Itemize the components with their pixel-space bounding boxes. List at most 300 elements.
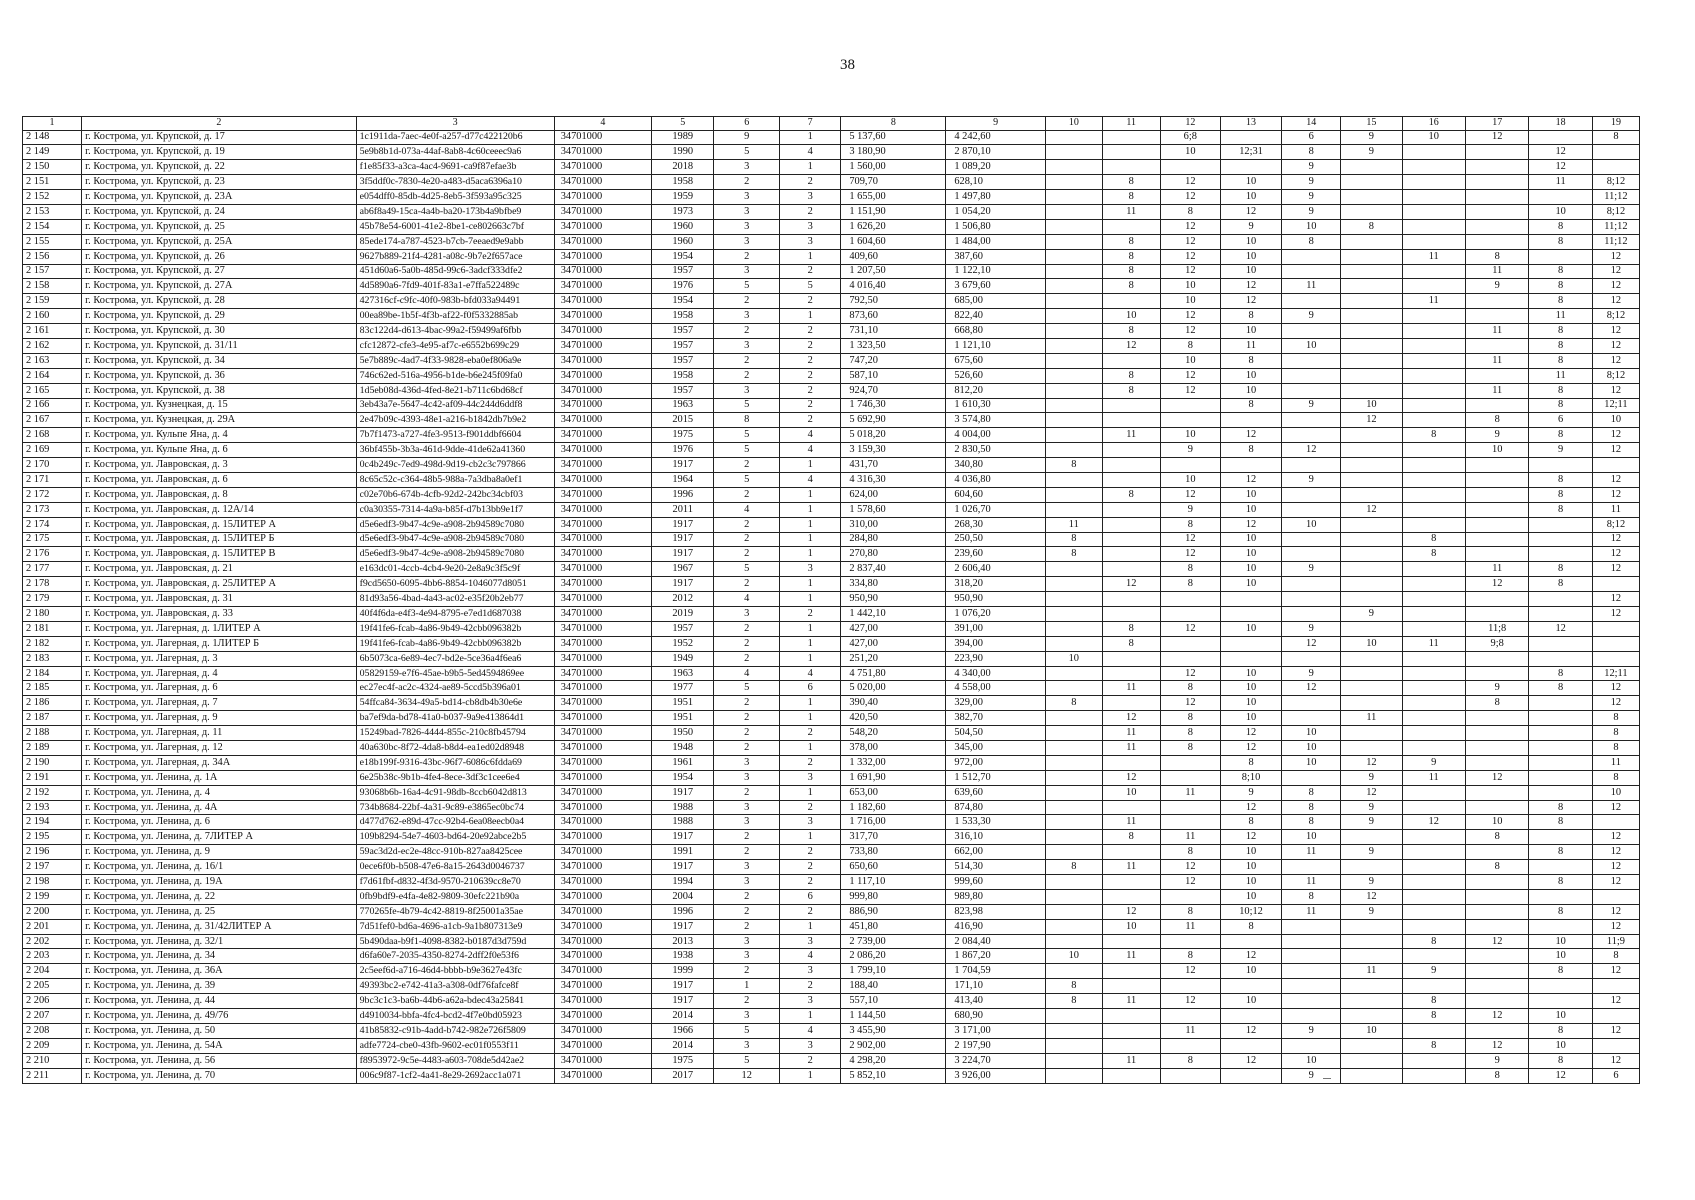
- cell-col-12: 8: [1160, 1053, 1220, 1068]
- cell-row-number: 2 169: [23, 443, 82, 458]
- cell-col-10: [1045, 755, 1102, 770]
- cell-address: г. Кострома, ул. Лавровская, д. 25ЛИТЕР А: [82, 577, 357, 592]
- cell-col-14: [1282, 696, 1341, 711]
- cell-col-12: 8: [1160, 711, 1220, 726]
- cell-col-17: 12: [1465, 934, 1528, 949]
- cell-col-17: [1465, 741, 1528, 756]
- cell-col-15: [1341, 741, 1402, 756]
- cell-total-area: 4 751,80: [841, 666, 946, 681]
- cell-col-16: 9: [1402, 755, 1465, 770]
- cell-col-10: [1045, 875, 1102, 890]
- cell-floors: 3: [714, 234, 780, 249]
- cell-row-number: 2 158: [23, 279, 82, 294]
- cell-total-area: 950,90: [841, 592, 946, 607]
- cell-oktmo-code: 34701000: [554, 979, 651, 994]
- cell-col-16: [1402, 696, 1465, 711]
- cell-col-15: [1341, 651, 1402, 666]
- cell-col-10: 8: [1045, 979, 1102, 994]
- cell-col-18: 8: [1529, 1053, 1592, 1068]
- cell-build-year: 2018: [652, 160, 714, 175]
- cell-col-13: 10: [1220, 621, 1281, 636]
- cell-oktmo-code: 34701000: [554, 145, 651, 160]
- cell-oktmo-code: 34701000: [554, 204, 651, 219]
- cell-living-area: 514,30: [946, 860, 1046, 875]
- cell-object-guid: 8c65c52c-c364-48b5-988a-7a3dba8a0ef1: [356, 472, 554, 487]
- cell-col-14: [1282, 979, 1341, 994]
- cell-total-area: 1 207,50: [841, 264, 946, 279]
- cell-col-15: [1341, 1053, 1402, 1068]
- cell-col-16: [1402, 562, 1465, 577]
- cell-oktmo-code: 34701000: [554, 741, 651, 756]
- cell-col-13: [1220, 1038, 1281, 1053]
- cell-living-area: 628,10: [946, 175, 1046, 190]
- cell-col-14: 6: [1282, 130, 1341, 145]
- cell-oktmo-code: 34701000: [554, 443, 651, 458]
- cell-row-number: 2 203: [23, 949, 82, 964]
- cell-col-16: 10: [1402, 130, 1465, 145]
- cell-floors: 1: [714, 979, 780, 994]
- cell-col-12: [1160, 979, 1220, 994]
- cell-col-12: 12: [1160, 532, 1220, 547]
- cell-row-number: 2 191: [23, 770, 82, 785]
- cell-floors: 3: [714, 934, 780, 949]
- cell-col-18: [1529, 755, 1592, 770]
- cell-col-14: 9: [1282, 472, 1341, 487]
- cell-living-area: 1 506,80: [946, 219, 1046, 234]
- cell-living-area: 504,50: [946, 726, 1046, 741]
- cell-col-16: [1402, 800, 1465, 815]
- cell-col-12: 12: [1160, 994, 1220, 1009]
- cell-col-14: [1282, 324, 1341, 339]
- cell-col-17: 8: [1465, 1068, 1528, 1083]
- cell-col-17: [1465, 904, 1528, 919]
- cell-col-19: 12: [1592, 904, 1639, 919]
- cell-col-16: [1402, 592, 1465, 607]
- cell-col-18: 11: [1529, 175, 1592, 190]
- cell-oktmo-code: 34701000: [554, 1009, 651, 1024]
- cell-col-17: 11;8: [1465, 621, 1528, 636]
- column-header-17: 17: [1465, 117, 1528, 131]
- cell-entrances: 1: [780, 547, 841, 562]
- table-row: [23, 338, 1640, 353]
- cell-col-12: 11: [1160, 1023, 1220, 1038]
- cell-floors: 5: [714, 681, 780, 696]
- cell-col-19: 12: [1592, 249, 1639, 264]
- cell-col-12: 8: [1160, 904, 1220, 919]
- cell-address: г. Кострома, ул. Лавровская, д. 21: [82, 562, 357, 577]
- cell-col-12: 11: [1160, 830, 1220, 845]
- cell-entrances: 3: [780, 934, 841, 949]
- table-row: [23, 130, 1640, 145]
- cell-total-area: 1 746,30: [841, 398, 946, 413]
- cell-object-guid: e163dc01-4ccb-4cb4-9e20-2e8a9c3f5c9f: [356, 562, 554, 577]
- cell-col-14: 9: [1282, 1068, 1341, 1083]
- cell-col-14: 9: [1282, 398, 1341, 413]
- cell-col-18: 8: [1529, 666, 1592, 681]
- cell-col-19: 11: [1592, 502, 1639, 517]
- cell-col-19: 11;12: [1592, 219, 1639, 234]
- cell-col-18: 10: [1529, 934, 1592, 949]
- cell-floors: 3: [714, 860, 780, 875]
- cell-col-14: [1282, 502, 1341, 517]
- cell-col-11: [1102, 443, 1160, 458]
- cell-col-18: [1529, 919, 1592, 934]
- cell-oktmo-code: 34701000: [554, 458, 651, 473]
- cell-address: г. Кострома, ул. Крупской, д. 23: [82, 175, 357, 190]
- cell-entrances: 4: [780, 428, 841, 443]
- cell-object-guid: 734b8684-22bf-4a31-9c89-e3865ec0bc74: [356, 800, 554, 815]
- cell-col-12: 10: [1160, 472, 1220, 487]
- cell-oktmo-code: 34701000: [554, 472, 651, 487]
- cell-build-year: 2014: [652, 1009, 714, 1024]
- cell-floors: 8: [714, 413, 780, 428]
- cell-col-15: [1341, 458, 1402, 473]
- cell-oktmo-code: 34701000: [554, 785, 651, 800]
- cell-address: г. Кострома, ул. Кульпе Яна, д. 6: [82, 443, 357, 458]
- cell-address: г. Кострома, ул. Крупской, д. 26: [82, 249, 357, 264]
- table-row: [23, 681, 1640, 696]
- cell-col-16: [1402, 651, 1465, 666]
- cell-floors: 2: [714, 353, 780, 368]
- cell-col-15: [1341, 577, 1402, 592]
- cell-col-14: [1282, 860, 1341, 875]
- cell-oktmo-code: 34701000: [554, 219, 651, 234]
- cell-oktmo-code: 34701000: [554, 681, 651, 696]
- cell-row-number: 2 162: [23, 338, 82, 353]
- cell-col-18: 8: [1529, 562, 1592, 577]
- cell-entrances: 4: [780, 443, 841, 458]
- cell-col-15: 12: [1341, 755, 1402, 770]
- cell-col-10: [1045, 249, 1102, 264]
- cell-floors: 5: [714, 279, 780, 294]
- cell-build-year: 1961: [652, 755, 714, 770]
- cell-living-area: 1 704,59: [946, 964, 1046, 979]
- cell-living-area: 223,90: [946, 651, 1046, 666]
- cell-row-number: 2 153: [23, 204, 82, 219]
- cell-col-15: [1341, 1038, 1402, 1053]
- cell-total-area: 1 655,00: [841, 190, 946, 205]
- cell-living-area: 4 558,00: [946, 681, 1046, 696]
- cell-col-13: 10: [1220, 681, 1281, 696]
- cell-row-number: 2 150: [23, 160, 82, 175]
- cell-col-11: 8: [1102, 487, 1160, 502]
- cell-col-16: [1402, 949, 1465, 964]
- cell-total-area: 4 016,40: [841, 279, 946, 294]
- cell-address: г. Кострома, ул. Кульпе Яна, д. 4: [82, 428, 357, 443]
- cell-col-19: 12: [1592, 428, 1639, 443]
- cell-col-13: 10: [1220, 875, 1281, 890]
- cell-build-year: 1977: [652, 681, 714, 696]
- cell-floors: 5: [714, 443, 780, 458]
- cell-col-11: [1102, 219, 1160, 234]
- cell-col-12: [1160, 636, 1220, 651]
- cell-address: г. Кострома, ул. Лагерная, д. 1ЛИТЕР Б: [82, 636, 357, 651]
- cell-build-year: 1963: [652, 666, 714, 681]
- cell-col-11: [1102, 1038, 1160, 1053]
- cell-col-19: 8: [1592, 770, 1639, 785]
- cell-floors: 2: [714, 577, 780, 592]
- cell-col-11: [1102, 398, 1160, 413]
- cell-row-number: 2 184: [23, 666, 82, 681]
- cell-col-18: [1529, 830, 1592, 845]
- column-header-11: 11: [1102, 117, 1160, 131]
- cell-oktmo-code: 34701000: [554, 1023, 651, 1038]
- cell-row-number: 2 164: [23, 368, 82, 383]
- cell-col-13: 11: [1220, 338, 1281, 353]
- cell-living-area: 3 171,00: [946, 1023, 1046, 1038]
- cell-living-area: 3 224,70: [946, 1053, 1046, 1068]
- cell-col-14: 8: [1282, 800, 1341, 815]
- cell-build-year: 2019: [652, 607, 714, 622]
- cell-row-number: 2 202: [23, 934, 82, 949]
- cell-col-15: [1341, 472, 1402, 487]
- cell-floors: 2: [714, 532, 780, 547]
- cell-row-number: 2 209: [23, 1038, 82, 1053]
- cell-col-15: [1341, 249, 1402, 264]
- cell-oktmo-code: 34701000: [554, 353, 651, 368]
- cell-living-area: 604,60: [946, 487, 1046, 502]
- cell-oktmo-code: 34701000: [554, 160, 651, 175]
- table-row: [23, 592, 1640, 607]
- cell-total-area: 1 716,00: [841, 815, 946, 830]
- cell-address: г. Кострома, ул. Лавровская, д. 15ЛИТЕР В: [82, 547, 357, 562]
- cell-total-area: 310,00: [841, 517, 946, 532]
- cell-oktmo-code: 34701000: [554, 1053, 651, 1068]
- table-row: [23, 711, 1640, 726]
- cell-col-12: 12: [1160, 964, 1220, 979]
- cell-col-19: 12: [1592, 860, 1639, 875]
- cell-col-19: 12: [1592, 845, 1639, 860]
- cell-build-year: 1957: [652, 264, 714, 279]
- cell-col-17: 12: [1465, 1009, 1528, 1024]
- cell-entrances: 6: [780, 681, 841, 696]
- cell-col-14: [1282, 294, 1341, 309]
- cell-entrances: 1: [780, 592, 841, 607]
- cell-col-10: [1045, 368, 1102, 383]
- cell-oktmo-code: 34701000: [554, 755, 651, 770]
- cell-object-guid: d5e6edf3-9b47-4c9e-a908-2b94589c7080: [356, 547, 554, 562]
- cell-col-18: [1529, 741, 1592, 756]
- cell-floors: 5: [714, 1023, 780, 1038]
- cell-col-13: 12: [1220, 279, 1281, 294]
- cell-col-16: [1402, 517, 1465, 532]
- cell-build-year: 1964: [652, 472, 714, 487]
- cell-object-guid: d5e6edf3-9b47-4c9e-a908-2b94589c7080: [356, 517, 554, 532]
- cell-entrances: 3: [780, 190, 841, 205]
- table-row: [23, 815, 1640, 830]
- cell-col-14: 10: [1282, 830, 1341, 845]
- cell-col-16: [1402, 279, 1465, 294]
- cell-col-19: 8;12: [1592, 175, 1639, 190]
- cell-build-year: 1958: [652, 368, 714, 383]
- cell-total-area: 409,60: [841, 249, 946, 264]
- cell-col-17: [1465, 398, 1528, 413]
- cell-col-11: [1102, 145, 1160, 160]
- cell-col-19: [1592, 160, 1639, 175]
- cell-col-12: [1160, 770, 1220, 785]
- cell-object-guid: 006c9f87-1cf2-4a41-8e29-2692acc1a071: [356, 1068, 554, 1083]
- cell-floors: 5: [714, 428, 780, 443]
- cell-col-13: 8: [1220, 919, 1281, 934]
- cell-living-area: 4 004,00: [946, 428, 1046, 443]
- cell-col-17: [1465, 607, 1528, 622]
- cell-col-18: [1529, 458, 1592, 473]
- cell-row-number: 2 186: [23, 696, 82, 711]
- cell-col-19: 12: [1592, 353, 1639, 368]
- cell-object-guid: 2e47b09c-4393-48e1-a216-b1842db7b9e2: [356, 413, 554, 428]
- cell-col-11: [1102, 160, 1160, 175]
- table-row: [23, 353, 1640, 368]
- cell-col-19: [1592, 651, 1639, 666]
- cell-col-13: 12;31: [1220, 145, 1281, 160]
- cell-col-14: [1282, 487, 1341, 502]
- cell-col-12: 6;8: [1160, 130, 1220, 145]
- register-table: [22, 116, 1640, 1084]
- cell-col-10: [1045, 472, 1102, 487]
- cell-col-12: [1160, 934, 1220, 949]
- cell-col-10: [1045, 190, 1102, 205]
- cell-col-14: [1282, 1038, 1341, 1053]
- cell-object-guid: 0fb9bdf9-e4fa-4e82-9809-30efc221b90a: [356, 889, 554, 904]
- cell-col-10: [1045, 338, 1102, 353]
- cell-col-13: 8: [1220, 443, 1281, 458]
- cell-total-area: 270,80: [841, 547, 946, 562]
- cell-col-16: 8: [1402, 994, 1465, 1009]
- cell-address: г. Кострома, ул. Ленина, д. 7ЛИТЕР А: [82, 830, 357, 845]
- cell-col-16: 12: [1402, 815, 1465, 830]
- cell-col-17: [1465, 294, 1528, 309]
- cell-col-17: 11: [1465, 264, 1528, 279]
- cell-col-10: 8: [1045, 696, 1102, 711]
- cell-total-area: 5 018,20: [841, 428, 946, 443]
- cell-col-16: [1402, 1023, 1465, 1038]
- cell-floors: 2: [714, 517, 780, 532]
- cell-col-17: [1465, 472, 1528, 487]
- cell-col-11: 8: [1102, 368, 1160, 383]
- cell-object-guid: 54ffca84-3634-49a5-bd14-cb8db4b30e6e: [356, 696, 554, 711]
- cell-floors: 3: [714, 204, 780, 219]
- cell-col-18: 8: [1529, 815, 1592, 830]
- cell-object-guid: 7d51fef0-bd6a-4696-a1cb-9a1b807313e9: [356, 919, 554, 934]
- cell-col-11: 11: [1102, 860, 1160, 875]
- cell-col-15: [1341, 175, 1402, 190]
- cell-col-18: [1529, 770, 1592, 785]
- cell-col-11: [1102, 353, 1160, 368]
- cell-col-14: 12: [1282, 681, 1341, 696]
- cell-address: г. Кострома, ул. Крупской, д. 31/11: [82, 338, 357, 353]
- table-row: [23, 249, 1640, 264]
- cell-build-year: 1917: [652, 785, 714, 800]
- cell-address: г. Кострома, ул. Ленина, д. 31/42ЛИТЕР А: [82, 919, 357, 934]
- cell-col-16: [1402, 353, 1465, 368]
- cell-living-area: 1 089,20: [946, 160, 1046, 175]
- table-row: [23, 309, 1640, 324]
- cell-oktmo-code: 34701000: [554, 1068, 651, 1083]
- cell-floors: 4: [714, 592, 780, 607]
- cell-col-13: [1220, 458, 1281, 473]
- cell-col-18: 11: [1529, 309, 1592, 324]
- cell-address: г. Кострома, ул. Лавровская, д. 33: [82, 607, 357, 622]
- cell-col-11: [1102, 562, 1160, 577]
- cell-entrances: 2: [780, 353, 841, 368]
- cell-col-14: [1282, 1009, 1341, 1024]
- cell-row-number: 2 190: [23, 755, 82, 770]
- cell-build-year: 1917: [652, 458, 714, 473]
- cell-row-number: 2 161: [23, 324, 82, 339]
- cell-living-area: 316,10: [946, 830, 1046, 845]
- cell-living-area: 318,20: [946, 577, 1046, 592]
- table-row: [23, 607, 1640, 622]
- cell-col-10: [1045, 726, 1102, 741]
- cell-entrances: 3: [780, 219, 841, 234]
- cell-oktmo-code: 34701000: [554, 949, 651, 964]
- cell-total-area: 709,70: [841, 175, 946, 190]
- cell-floors: 2: [714, 696, 780, 711]
- cell-total-area: 1 799,10: [841, 964, 946, 979]
- cell-build-year: 1938: [652, 949, 714, 964]
- cell-entrances: 2: [780, 264, 841, 279]
- cell-address: г. Кострома, ул. Лагерная, д. 6: [82, 681, 357, 696]
- cell-row-number: 2 183: [23, 651, 82, 666]
- cell-total-area: 1 691,90: [841, 770, 946, 785]
- cell-row-number: 2 201: [23, 919, 82, 934]
- cell-col-14: 12: [1282, 636, 1341, 651]
- cell-col-13: 12: [1220, 949, 1281, 964]
- cell-col-19: [1592, 979, 1639, 994]
- cell-total-area: 431,70: [841, 458, 946, 473]
- cell-col-17: [1465, 458, 1528, 473]
- cell-entrances: 1: [780, 830, 841, 845]
- cell-address: г. Кострома, ул. Ленина, д. 70: [82, 1068, 357, 1083]
- cell-col-11: [1102, 502, 1160, 517]
- cell-col-17: [1465, 234, 1528, 249]
- cell-col-12: 11: [1160, 785, 1220, 800]
- cell-total-area: 1 182,60: [841, 800, 946, 815]
- cell-oktmo-code: 34701000: [554, 487, 651, 502]
- cell-entrances: 2: [780, 875, 841, 890]
- cell-col-18: [1529, 190, 1592, 205]
- cell-col-13: 12: [1220, 517, 1281, 532]
- cell-col-10: [1045, 175, 1102, 190]
- cell-col-12: 8: [1160, 577, 1220, 592]
- cell-oktmo-code: 34701000: [554, 517, 651, 532]
- cell-col-12: [1160, 607, 1220, 622]
- cell-floors: 2: [714, 919, 780, 934]
- table-row: [23, 383, 1640, 398]
- cell-col-13: [1220, 130, 1281, 145]
- cell-row-number: 2 175: [23, 532, 82, 547]
- cell-col-17: [1465, 309, 1528, 324]
- cell-col-17: [1465, 875, 1528, 890]
- cell-object-guid: ba7ef9da-bd78-41a0-b037-9a9e413864d1: [356, 711, 554, 726]
- cell-col-12: 12: [1160, 875, 1220, 890]
- cell-col-19: [1592, 1038, 1639, 1053]
- cell-total-area: 5 020,00: [841, 681, 946, 696]
- table-row: [23, 145, 1640, 160]
- cell-col-10: [1045, 800, 1102, 815]
- cell-col-12: 8: [1160, 681, 1220, 696]
- cell-floors: 2: [714, 904, 780, 919]
- cell-col-10: [1045, 770, 1102, 785]
- cell-col-17: [1465, 175, 1528, 190]
- cell-col-11: [1102, 666, 1160, 681]
- cell-row-number: 2 173: [23, 502, 82, 517]
- cell-floors: 3: [714, 309, 780, 324]
- cell-object-guid: 770265fe-4b79-4c42-8819-8f25001a35ae: [356, 904, 554, 919]
- cell-build-year: 1958: [652, 309, 714, 324]
- table-row: [23, 234, 1640, 249]
- cell-col-18: [1529, 726, 1592, 741]
